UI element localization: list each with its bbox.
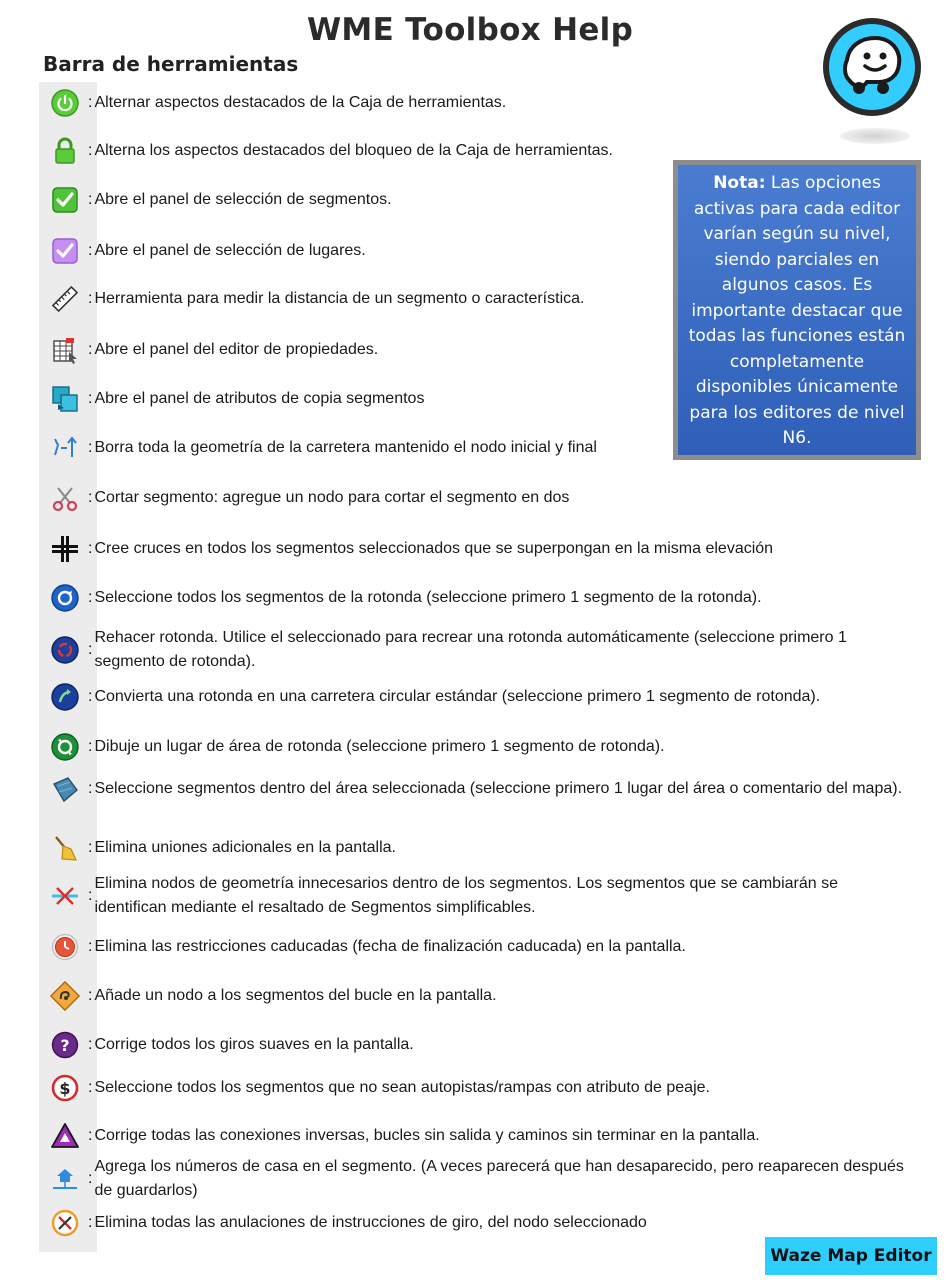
item-text: Herramienta para medir la distancia de un segmento o característica.	[94, 290, 585, 307]
toolbar-item-roundabout-area[interactable]: : Dibuje un lugar de área de rotonda (seleccione primero 1 segmento de rotonda).	[48, 730, 918, 764]
toolbar-item-place-selection[interactable]: : Abre el panel de selección de lugares.	[48, 234, 918, 268]
item-text: Elimina las restricciones caducadas (fecha de finalización caducada) en la pantalla.	[94, 938, 686, 955]
item-text: Elimina uniones adicionales en la pantalla.	[94, 839, 396, 856]
toolbar-item-reverse-connections[interactable]: : Corrige todas las conexiones inversas, bucles sin salida y caminos sin terminar en la pantalla.	[48, 1119, 918, 1153]
svg-text:?: ?	[60, 1036, 70, 1055]
item-text: Abre el panel de selección de segmentos.	[94, 191, 392, 208]
toolbar-item-soft-turns[interactable]: ? : Corrige todos los giros suaves en la pantalla.	[48, 1028, 918, 1062]
question-icon	[48, 1028, 82, 1062]
item-text: Borra toda la geometría de la carretera mantenido el nodo inicial y final	[94, 439, 597, 456]
lock-icon	[48, 134, 82, 168]
item-text: Alternar aspectos destacados de la Caja de herramientas.	[94, 94, 507, 111]
item-text: Agrega los números de casa en el segmento. (A veces parecerá que han desaparecido, pero reaparecen después de guardarlos)	[94, 1158, 904, 1199]
clock-icon	[48, 930, 82, 964]
item-text: Abre el panel de selección de lugares.	[94, 242, 366, 259]
toolbar-item-remove-geometry-nodes[interactable]: : Elimina nodos de geometría innecesarios dentro de los segmentos. Los segmentos que se cambiarán se identifican mediante el resaltado de Segmentos simplificables.	[48, 872, 918, 920]
item-text: Cortar segmento: agregue un nodo para cortar el segmento en dos	[94, 489, 570, 506]
section-title: Barra de herramientas	[43, 52, 299, 76]
no-turn-instruction-icon	[48, 1206, 82, 1240]
dollar-icon	[48, 1071, 82, 1105]
intersection-icon	[48, 532, 82, 566]
toolbar-item-loop-node[interactable]: : Añade un nodo a los segmentos del bucle en la pantalla.	[48, 979, 918, 1013]
property-grid-icon	[48, 333, 82, 367]
roundabout-select-icon	[48, 581, 82, 615]
toolbar-item-measure[interactable]: : Herramienta para medir la distancia de un segmento o característica.	[48, 282, 918, 316]
ruler-icon	[48, 282, 82, 316]
toolbar-item-segment-selection[interactable]: : Abre el panel de selección de segmentos.	[48, 183, 918, 217]
item-text: Seleccione segmentos dentro del área seleccionada (seleccione primero 1 lugar del área o comentario del mapa).	[94, 780, 903, 797]
simplify-geometry-icon	[48, 431, 82, 465]
warning-triangle-icon	[48, 1119, 82, 1153]
item-text: Corrige todos los giros suaves en la pantalla.	[94, 1036, 414, 1053]
item-text: Rehacer rotonda. Utilice el seleccionado para recrear una rotonda automáticamente (seleccione primero 1 segmento de rotonda).	[94, 629, 847, 670]
page-title: WME Toolbox Help	[306, 12, 634, 48]
house-number-icon	[48, 1162, 82, 1196]
toolbar-item-create-junctions[interactable]: : Cree cruces en todos los segmentos seleccionados que se superpongan en la misma elevación	[48, 532, 918, 566]
item-text: Elimina nodos de geometría innecesarios dentro de los segmentos. Los segmentos que se cambiarán se identifican mediante el resaltado de Segmentos simplificables.	[94, 875, 838, 916]
item-text: Añade un nodo a los segmentos del bucle en la pantalla.	[94, 987, 497, 1004]
toolbar-item-toll-segments[interactable]: $ : Seleccione todos los segmentos que no sean autopistas/rampas con atributo de peaje.	[48, 1071, 918, 1105]
toolbar-item-redo-roundabout[interactable]: : Rehacer rotonda. Utilice el seleccionado para recrear una rotonda automáticamente (seleccione primero 1 segmento de rotonda).	[48, 626, 918, 674]
item-text: Seleccione todos los segmentos de la rotonda (seleccione primero 1 segmento de la rotonda).	[94, 589, 762, 606]
note-label: Nota:	[713, 173, 766, 193]
roundabout-convert-icon	[48, 680, 82, 714]
note-text: Las opciones activas para cada editor varían según su nivel, siendo parciales en algunos casos. Es importante destacar que todas las funciones están completamente disponibles únicamente para los editores de nivel N6.	[688, 173, 906, 448]
item-text: Dibuje un lugar de área de rotonda (seleccione primero 1 segmento de rotonda).	[94, 738, 665, 755]
toolbar-item-simplify[interactable]: : Borra toda la geometría de la carretera mantenido el nodo inicial y final	[48, 431, 918, 465]
toolbar-item-area-select[interactable]: : Seleccione segmentos dentro del área seleccionada (seleccione primero 1 lugar del área o comentario del mapa).	[48, 772, 918, 806]
item-text: Abre el panel del editor de propiedades.	[94, 341, 379, 358]
item-text: Convierta una rotonda en una carretera circular estándar (seleccione primero 1 segmento de rotonda).	[94, 688, 821, 705]
area-select-icon	[48, 772, 82, 806]
power-icon	[48, 86, 82, 120]
loop-node-icon	[48, 979, 82, 1013]
toolbar-item-lock-highlights[interactable]: : Alterna los aspectos destacados del bloqueo de la Caja de herramientas.	[48, 134, 918, 168]
remove-nodes-icon	[48, 879, 82, 913]
copy-attributes-icon	[48, 382, 82, 416]
item-text: Elimina todas las anulaciones de instrucciones de giro, del nodo seleccionado	[94, 1214, 647, 1231]
toolbar-item-convert-roundabout[interactable]: : Convierta una rotonda en una carretera circular estándar (seleccione primero 1 segmento de rotonda).	[48, 680, 918, 714]
toolbar-item-property-editor[interactable]: : Abre el panel del editor de propiedades.	[48, 333, 918, 367]
toolbar-item-cut-segment[interactable]: : Cortar segmento: agregue un nodo para cortar el segmento en dos	[48, 481, 918, 515]
item-text: Alterna los aspectos destacados del bloqueo de la Caja de herramientas.	[94, 142, 613, 159]
checkbox-green-icon	[48, 183, 82, 217]
roundabout-redo-icon	[48, 633, 82, 667]
waze-map-editor-badge: Waze Map Editor	[765, 1237, 937, 1275]
toolbar-item-select-roundabout[interactable]: : Seleccione todos los segmentos de la rotonda (seleccione primero 1 segmento de la rotonda).	[48, 581, 918, 615]
toolbar-item-remove-junctions[interactable]: : Elimina uniones adicionales en la pantalla.	[48, 831, 918, 865]
item-text: Cree cruces en todos los segmentos seleccionados que se superpongan en la misma elevación	[94, 540, 774, 557]
toolbar-item-turn-instructions[interactable]: : Elimina todas las anulaciones de instrucciones de giro, del nodo seleccionado	[48, 1206, 918, 1240]
svg-text:$: $	[59, 1079, 71, 1098]
item-text: Seleccione todos los segmentos que no sean autopistas/rampas con atributo de peaje.	[94, 1079, 710, 1096]
checkbox-purple-icon	[48, 234, 82, 268]
item-text: Corrige todas las conexiones inversas, bucles sin salida y caminos sin terminar en la pantalla.	[94, 1127, 760, 1144]
broom-icon	[48, 831, 82, 865]
toolbar-item-house-numbers[interactable]: : Agrega los números de casa en el segmento. (A veces parecerá que han desaparecido, pero reaparecen después de guardarlos)	[48, 1155, 918, 1203]
item-text: Abre el panel de atributos de copia segmentos	[94, 390, 425, 407]
roundabout-area-icon	[48, 730, 82, 764]
scissors-icon	[48, 481, 82, 515]
toolbar-item-highlights[interactable]: : Alternar aspectos destacados de la Caja de herramientas.	[48, 86, 918, 120]
toolbar-item-copy-attributes[interactable]: : Abre el panel de atributos de copia segmentos	[48, 382, 918, 416]
toolbar-item-expired-restrictions[interactable]: : Elimina las restricciones caducadas (fecha de finalización caducada) en la pantalla.	[48, 930, 918, 964]
